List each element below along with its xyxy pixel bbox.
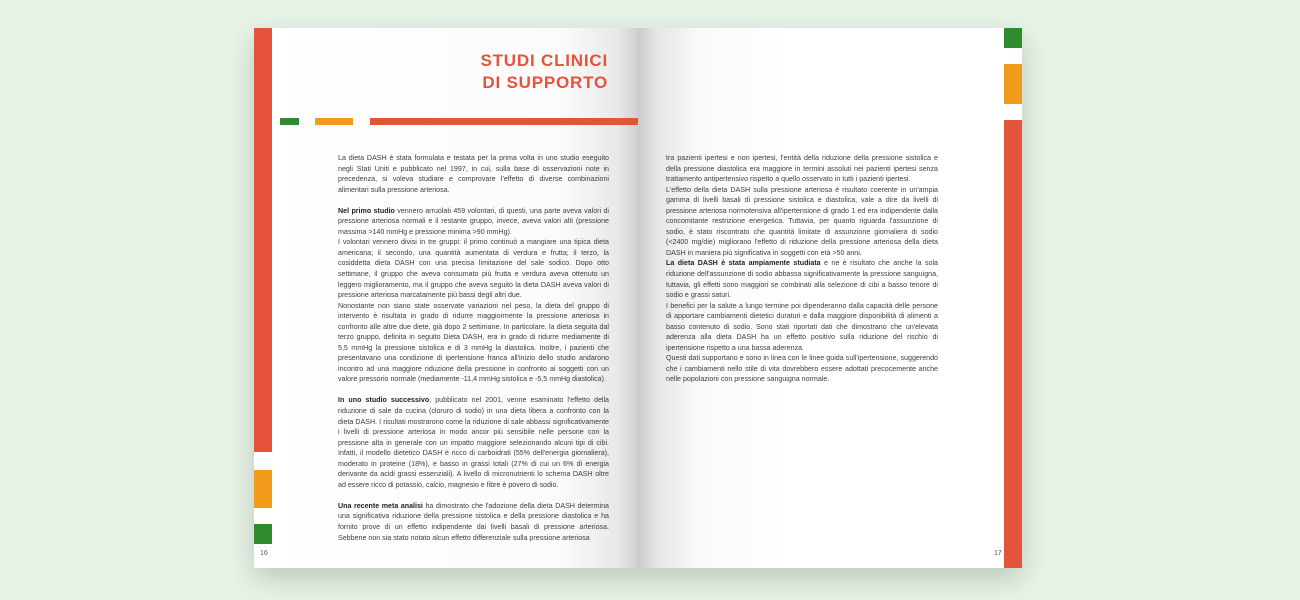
- paragraph: I volontari vennero divisi in tre gruppi: il primo continuò a mangiare una tipica dieta americana; il secondo, una quantità aumentata di verdura e frutta; il terzo, la cosiddetta dieta DASH con una precisa limitazione del sale sodico. Dopo otto settimane, il gruppo che aveva consumato più frutta e verdura aveva ottenuto un leggero miglioramento, ma il gruppo che aveva seguito la dieta DASH aveva valori di pressione arteriosa marcatamente più bassi degli altri due.: [338, 238, 609, 300]
- paragraph: La dieta DASH è stata formulata e testata per la prima volta in uno studio eseguito negli Stati Uniti e pubblicato nel 1997, in cui, sulla base di osservazioni note in precedenza, si voleva studiare e comprovare l'effetto di diverse combinazioni alimentari sulla pressione arteriosa.: [338, 154, 609, 194]
- paragraph: tra pazienti ipertesi e non ipertesi, l'entità della riduzione della pressione sistolica e della pressione diastolica era maggiore in termini assoluti nei pazienti ipertesi senza trattamento antipertensivo rispetto a quello osservato in tutti i pazienti ipertesi.: [666, 154, 938, 184]
- left-red-stripe: [254, 28, 272, 452]
- paragraph: Nonostante non siano state osservate variazioni nel peso, la dieta del gruppo di intervento è risultata in grado di ridurre maggiormente la pressione arteriosa in confronto alle altre due diete, già dopo 2 settimane. In particolare, la dieta seguita dal terzo gruppo, definita in seguito Dieta DASH, era in grado di ridurre mediamente di 5,5 mmHg la pressione sistolica e di 3 mmHg la diastolica. Inoltre, i pazienti che presentavano una condizione di ipertensione franca all'inizio dello studio andarono incontro ad una maggiore riduzione della pressione in confronto ai soggetti con un valore pressorio normale (mediamente -11,4 mmHg sistolica e -5,5 mmHg diastolica).: [338, 301, 609, 384]
- title-line-2: DI SUPPORTO: [482, 73, 608, 92]
- paragraph: I benefici per la salute a lungo termine poi dipenderanno dalla capacità delle persone di apportare cambiamenti dietetici duraturi e dalla maggiore disponibilità di alimenti a basso contenuto di sodio. Sono stati riportati dati che dimostrano che un'elevata aderenza alla dieta DASH ha un effetto positivo sulla riduzione del rischio di ipertensione rispetto a una bassa aderenza.: [666, 301, 938, 352]
- bold-lead: In uno studio successivo: [338, 396, 430, 405]
- bold-lead: Una recente meta analisi: [338, 501, 423, 510]
- divider-red: [370, 118, 638, 125]
- bold-lead: La dieta DASH è stata ampiamente studiata: [666, 259, 821, 268]
- divider-green: [280, 118, 299, 125]
- right-orange-stripe: [1004, 64, 1022, 104]
- left-orange-stripe: [254, 470, 272, 508]
- paragraph: Una recente meta analisi ha dimostrato che l'adozione della dieta DASH determina una significativa riduzione della pressione sistolica e della pressione diastolica e ha fornito prove di un effetto indipendente dai livelli basali di pressione arteriosa. Sebbene non sia stato notato alcun effetto differenziale sulla pressione arteriosa: [338, 501, 609, 542]
- paragraph: La dieta DASH è stata ampiamente studiata e ne è risultato che anche la sola riduzione dell'assunzione di sodio abbassa significativamente la pressione sanguigna, tuttavia, gli effetti sono maggiori se combinati alla selezione di cibi a basso tenore di sodio e grassi saturi.: [666, 259, 938, 300]
- paragraph: Nel primo studio vennero arruolati 459 volontari, di questi, una parte aveva valori di pressione arteriosa normali e il restante gruppo, invece, aveva valori alti (pressione massima >140 mmHg e pressione minima >90 mmHg).: [338, 206, 610, 236]
- paragraph: L'effetto della dieta DASH sulla pressione arteriosa è risultato coerente in un'ampia gamma di livelli basali di pressione sistolica e diastolica, vale a dire da livelli di pressione arteriosa normotensiva all'ipertensione di grado 1 ed era indipendente dalla concomitante restrizione energetica. Tuttavia, per quanto riguarda l'assunzione di sodio, è stato riscontrato che quantità limitate di assunzione giornaliera di sodio (<2400 mg/die) migliorano l'effetto di riduzione della pressione arteriosa della dieta DASH in maniera più significativa in soggetti con età >50 anni.: [666, 185, 938, 257]
- divider-orange: [315, 118, 353, 125]
- paragraph: In uno studio successivo, pubblicato nel 2001, venne esaminato l'effetto della riduzione di sale da cucina (cloruro di sodio) in una dieta libera a confronto con la dieta DASH. I risultati mostrarono come la riduzione di sale abbassi significativamente i livelli di pressione arteriosa in modo ancor più sensibile nelle persone con la pressione alta in generale con un impatto maggiore selezionando alcuni tipi di cibi. Infatti, il modello dietetico DASH è ricco di carboidrati (55% dell'energia giornaliera), moderato in proteine (18%), e basso in grassi totali (27% di cui un 6% di energia derivante da acidi grassi essenziali). A livello di micronutrienti lo schema DASH oltre ad essere ricco di potassio, calcio, magnesio e fibre è povero di sodio.: [338, 396, 609, 489]
- bold-lead: Nel primo studio: [338, 206, 395, 215]
- left-text-column: [338, 153, 609, 554]
- open-brochure: [254, 28, 1022, 568]
- page-number: 17: [994, 550, 1002, 557]
- page-number: 16: [260, 550, 268, 557]
- left-green-stripe: [254, 524, 272, 544]
- right-green-stripe: [1004, 28, 1022, 48]
- right-text-column: [666, 153, 938, 396]
- right-page: [638, 28, 1022, 568]
- section-title: [408, 50, 608, 94]
- left-page: [254, 28, 638, 568]
- paragraph: Questi dati supportano e sono in linea con le linee guida sull'ipertensione, suggerendo che i cambiamenti nello stile di vita dovrebbero essere adottati precocemente anche nelle popolazioni con pressione sanguigna normale.: [666, 354, 938, 384]
- right-red-stripe: [1004, 120, 1022, 568]
- title-line-1: STUDI CLINICI: [480, 51, 608, 70]
